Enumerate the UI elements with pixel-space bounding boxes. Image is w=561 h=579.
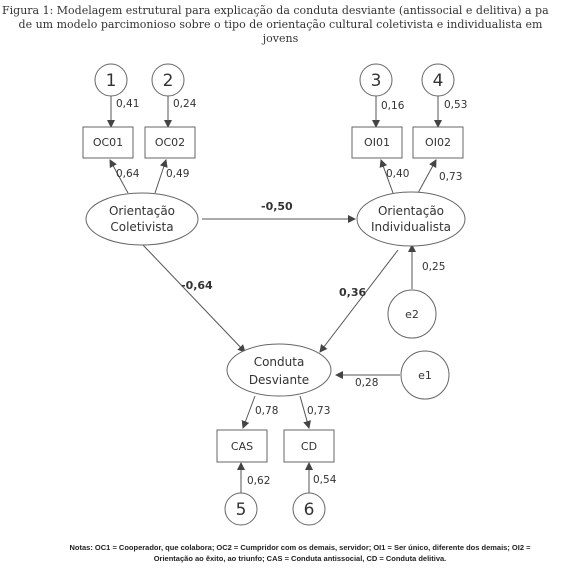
coef-e2-oc02: 0,24 [173, 98, 197, 110]
coef-e5-cas: 0,62 [247, 475, 271, 487]
indicator-cd: CD [300, 440, 318, 453]
coef-e3-oi01: 0,16 [381, 100, 405, 112]
latent-coletivista-line1: Orientação [108, 204, 176, 218]
residual-label-e2: e2 [405, 308, 419, 321]
notes-line-1: Notas: OC1 = Cooperador, que colabora; OC2 = Cumpridor com os demais, servidor; OI1 = Ser único, diferente dos demais; OI2 = [69, 543, 531, 552]
coef-ind-oi01: 0,40 [386, 168, 410, 180]
latent-individualista-line1: Orientação [377, 204, 445, 218]
latent-individualista-line2: Individualista [370, 220, 452, 234]
coef-cond-cd: 0,73 [307, 405, 331, 417]
caption-line-2: de um modelo parcimonioso sobre o tipo de orientação cultural coletivista e individualista em [18, 18, 543, 31]
coef-col-cond: -0,64 [181, 279, 213, 292]
caption-line-3: jovens [262, 32, 299, 45]
coef-col-ind: -0,50 [261, 200, 293, 213]
caption-line-1: Figura 1: Modelagem estrutural para explicação da conduta desviante (antissocial e delitiva) a pa [2, 4, 549, 17]
indicator-oc02: OC02 [154, 136, 186, 149]
latent-conduta-line1: Conduta [253, 355, 305, 369]
error-label-2: 2 [162, 71, 174, 91]
arrow-col-cond [143, 245, 245, 352]
indicator-oi02: OI02 [425, 136, 451, 149]
coef-ind-oi02: 0,73 [439, 171, 463, 183]
arrow-col-oc02 [155, 160, 166, 193]
coef-e1-oc01: 0,41 [116, 98, 140, 110]
indicator-cas: CAS [230, 440, 254, 453]
coef-e1-cond: 0,28 [355, 377, 379, 389]
notes-line-2: Orientação ao êxito, ao triunfo; CAS = Conduta antissocial, CD = Conduta delitiva. [153, 554, 447, 563]
error-label-4: 4 [432, 71, 444, 91]
error-label-5: 5 [235, 500, 247, 520]
coef-e2-ind: 0,25 [422, 261, 446, 273]
error-label-6: 6 [303, 500, 315, 520]
error-label-1: 1 [105, 71, 117, 91]
coef-e4-oi02: 0,53 [444, 99, 468, 111]
latent-coletivista-line2: Coletivista [110, 220, 174, 234]
coef-cond-cas: 0,78 [255, 405, 279, 417]
coef-col-oc01: 0,64 [116, 168, 140, 180]
latent-conduta-desviante [227, 344, 331, 396]
latent-orientacao-coletivista [86, 193, 198, 245]
arrow-ind-oi02 [418, 160, 436, 193]
indicator-oc01: OC01 [92, 136, 124, 149]
figure-notes [40, 542, 560, 564]
latent-conduta-line2: Desviante [248, 373, 310, 387]
latent-orientacao-individualista [357, 192, 465, 246]
residual-label-e1: e1 [418, 369, 432, 382]
error-label-3: 3 [370, 71, 382, 91]
coef-col-oc02: 0,49 [166, 168, 190, 180]
coef-e6-cd: 0,54 [313, 474, 337, 486]
indicator-oi01: OI01 [364, 136, 390, 149]
arrow-cond-cas [243, 396, 255, 428]
arrow-ind-cond [320, 250, 398, 352]
coef-ind-cond: 0,36 [339, 286, 367, 299]
